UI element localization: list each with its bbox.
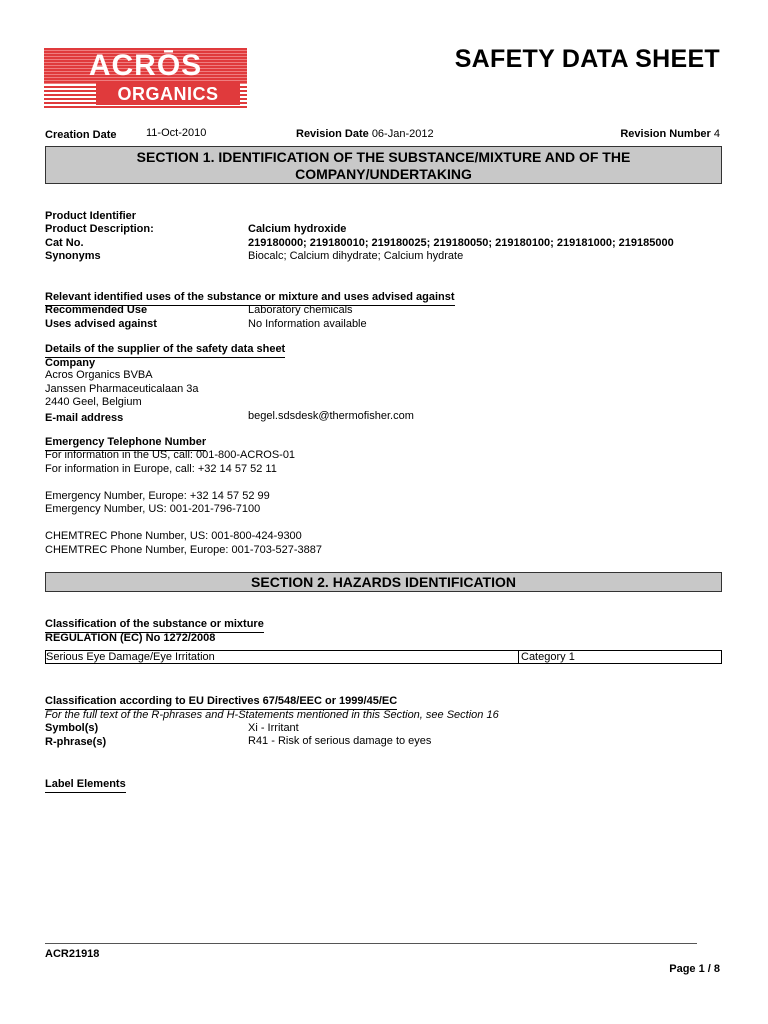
revision-date bbox=[296, 128, 434, 140]
revision-date-value: 06-Jan-2012 bbox=[371, 128, 434, 140]
regulation-label: REGULATION (EC) No 1272/2008 bbox=[45, 632, 216, 644]
section-1-heading bbox=[45, 146, 722, 184]
uses-heading: Relevant identified uses of the substance or mixture and uses advised against bbox=[45, 291, 455, 306]
classification-heading: Classification of the substance or mixture bbox=[45, 618, 264, 633]
table-category-cell: Category 1 bbox=[521, 651, 575, 663]
r-phrases-value: R41 - Risk of serious damage to eyes bbox=[248, 735, 432, 747]
chemtrec-europe: CHEMTREC Phone Number, Europe: 001-703-527-3887 bbox=[45, 544, 322, 556]
logo-text-acros: ACRŌS bbox=[88, 49, 203, 82]
chemtrec-us: CHEMTREC Phone Number, US: 001-800-424-9300 bbox=[45, 530, 302, 542]
email-value[interactable]: begel.sdsdesk@thermofisher.com bbox=[248, 410, 414, 422]
uses-advised-against-value: No Information available bbox=[248, 318, 367, 330]
creation-date-value: 11-Oct-2010 bbox=[146, 127, 207, 139]
acros-organics-logo bbox=[44, 48, 247, 110]
table-hazard-cell: Serious Eye Damage/Eye Irritation bbox=[46, 651, 215, 663]
symbols-value: Xi - Irritant bbox=[248, 722, 299, 734]
product-identifier-heading: Product Identifier bbox=[45, 210, 137, 222]
revision-number-label: Revision Number bbox=[620, 128, 711, 140]
creation-date-label: Creation Date bbox=[45, 129, 117, 141]
revision-date-label: Revision Date bbox=[296, 128, 369, 140]
logo-text-organics: ORGANICS bbox=[96, 83, 240, 105]
classification-table bbox=[45, 650, 722, 664]
eu-classification-note: For the full text of the R-phrases and H-Statements mentioned in this Section, see Section 16 bbox=[45, 709, 499, 721]
company-city: 2440 Geel, Belgium bbox=[45, 396, 142, 408]
recommended-use-label: Recommended Use bbox=[45, 304, 148, 316]
cat-no-value: 219180000; 219180010; 219180025; 219180050; 219180100; 219181000; 219185000 bbox=[248, 237, 674, 249]
recommended-use-value: Laboratory chemicals bbox=[248, 304, 353, 316]
revision-number bbox=[620, 128, 720, 140]
emergency-line-us-number: Emergency Number, US: 001-201-796-7100 bbox=[45, 503, 261, 515]
product-description-value: Calcium hydroxide bbox=[248, 223, 347, 235]
uses-advised-against-label: Uses advised against bbox=[45, 318, 157, 330]
company-street: Janssen Pharmaceuticalaan 3a bbox=[45, 383, 199, 395]
section-1-heading-line1: SECTION 1. IDENTIFICATION OF THE SUBSTANCE/MIXTURE AND OF THE bbox=[136, 149, 631, 165]
section-2-heading: SECTION 2. HAZARDS IDENTIFICATION bbox=[45, 572, 722, 592]
emergency-line-us-info: For information in the US, call: 001-800-ACROS-01 bbox=[45, 449, 296, 461]
supplier-heading: Details of the supplier of the safety data sheet bbox=[45, 343, 285, 358]
label-elements-heading: Label Elements bbox=[45, 778, 126, 793]
synonyms-value: Biocalc; Calcium dihydrate; Calcium hydrate bbox=[248, 250, 464, 262]
cat-no-label: Cat No. bbox=[45, 237, 84, 249]
document-title: SAFETY DATA SHEET bbox=[454, 45, 720, 73]
product-description-label: Product Description: bbox=[45, 223, 154, 235]
r-phrases-label: R-phrase(s) bbox=[45, 736, 107, 748]
footer-divider bbox=[45, 943, 697, 944]
emergency-line-europe-number: Emergency Number, Europe: +32 14 57 52 99 bbox=[45, 490, 270, 502]
company-name: Acros Organics BVBA bbox=[45, 369, 153, 381]
email-label: E-mail address bbox=[45, 412, 124, 424]
emergency-heading: Emergency Telephone Number bbox=[45, 436, 206, 451]
company-label: Company bbox=[45, 357, 96, 369]
emergency-line-europe-info: For information in Europe, call: +32 14 57 52 11 bbox=[45, 463, 277, 475]
revision-number-value: 4 bbox=[713, 128, 720, 140]
section-1-heading-line2: COMPANY/UNDERTAKING bbox=[295, 166, 472, 182]
synonyms-label: Synonyms bbox=[45, 250, 101, 262]
eu-classification-heading: Classification according to EU Directives 67/548/EEC or 1999/45/EC bbox=[45, 695, 397, 710]
footer-document-code: ACR21918 bbox=[45, 948, 100, 960]
footer-page-number: Page 1 / 8 bbox=[669, 963, 720, 975]
symbols-label: Symbol(s) bbox=[45, 722, 99, 734]
